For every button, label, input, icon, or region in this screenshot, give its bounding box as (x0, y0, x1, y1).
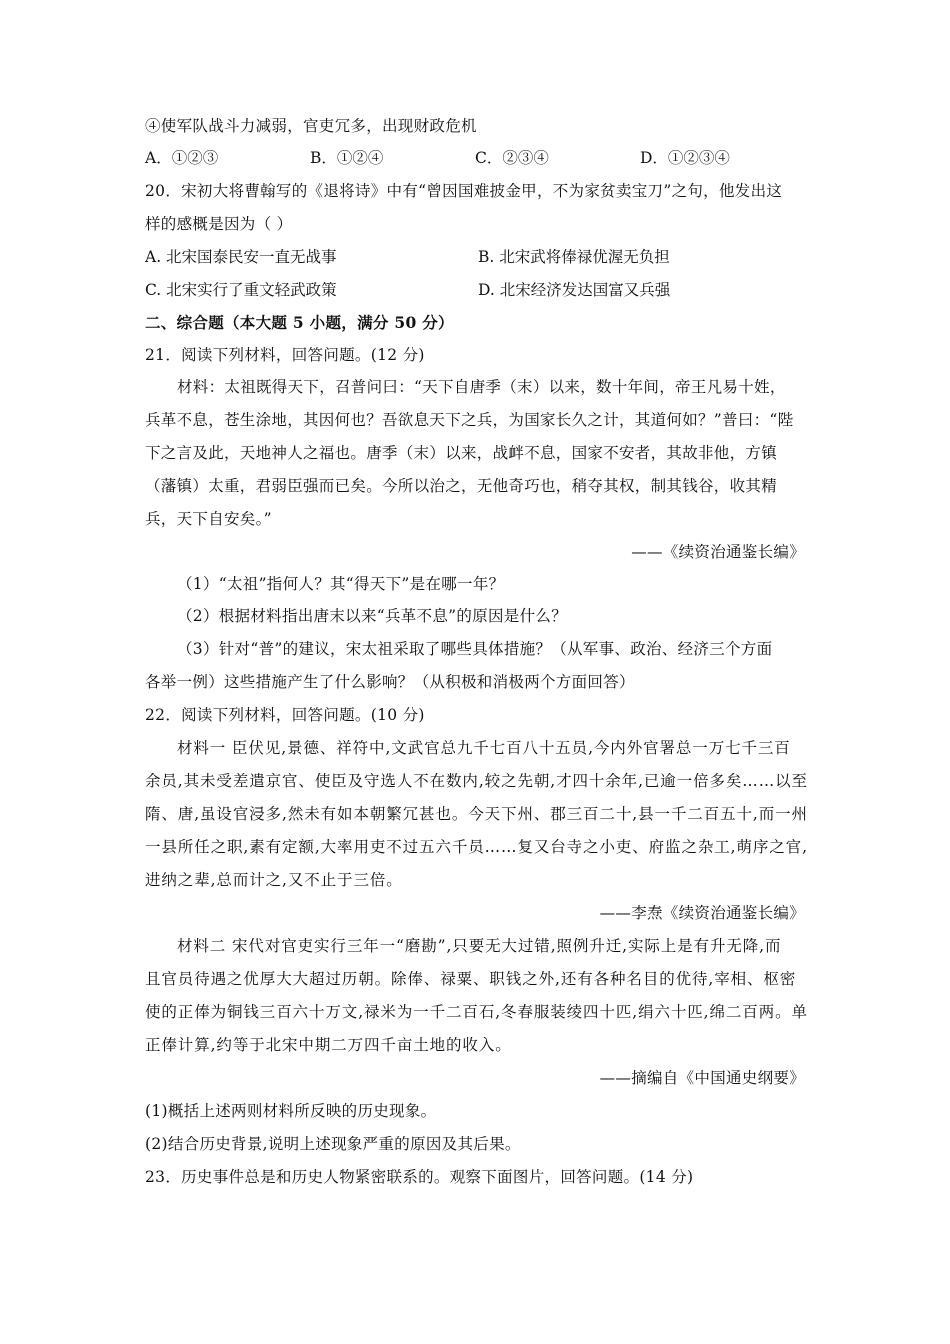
q22-material-2-line: 且官员待遇之优厚大大超过历朝。除俸、禄粟、职钱之外,还有各种名目的优待,宰相、枢密 (145, 970, 797, 988)
q22-material-1-line: 材料一 臣伏见,景德、祥符中,文武官总九千七百八十五员,今内外官署总一万七千三百 (177, 739, 791, 757)
q22-material-1-line: 一县所任之职,素有定额,大率用吏不过五六千员……复又台寺之小吏、府监之杂工,萌序之官, (145, 838, 808, 856)
q22-material-1-line: 进纳之辈,总而计之,又不止于三倍。 (145, 871, 403, 889)
q21-material-line: 材料：太祖既得天下，召普问曰：“天下自唐季（末）以来，数十年间，帝王凡易十姓， (177, 378, 786, 396)
q22-material-1-line: 余员,其未受差遣京官、使臣及守选人不在数内,较之先朝,才四十余年,已逾一倍多矣……以至 (145, 772, 808, 790)
q20-stem-line-2: 样的感概是因为（ ） (145, 215, 293, 233)
q21-source: ——《续资治通鉴长编》 (631, 543, 805, 561)
q20-option-d: D. 北宋经济发达国富又兵强 (478, 281, 671, 299)
q22-material-2-line: 使的正俸为铜钱三百六十万文,禄米为一千二百石,冬春服装绫四十匹,绢六十匹,绵二百两。单 (145, 1003, 808, 1021)
q19-options (145, 147, 805, 169)
section-2-title: 二、综合题（本大题 5 小题，满分 50 分） (145, 313, 454, 332)
q22-sub-question-2: (2)结合历史背景,说明上述现象严重的原因及其后果。 (145, 1135, 521, 1153)
q19-item-4: ④使军队战斗力减弱，官吏冗多，出现财政危机 (145, 117, 477, 135)
q21-sub-question-3-line-2: 各举一例）这些措施产生了什么影响？（从积极和消极两个方面回答） (145, 673, 635, 691)
q20-stem-line-1: 20．宋初大将曹翰写的《退将诗》中有“曾因国难披金甲，不为家贫卖宝刀”之句，他发出这 (145, 182, 783, 200)
q21-stem: 21．阅读下列材料，回答问题。(12 分) (145, 346, 425, 364)
q21-material-line: 兵，天下自安矣。” (145, 510, 272, 528)
q21-material-line: 下之言及此，天地神人之福也。唐季（末）以来，战衅不息，国家不安者，其故非他，方镇 (145, 444, 778, 462)
q19-option-d: D．①②③④ (640, 149, 730, 167)
q22-material-2-line: 正俸计算,约等于北宋中期二万四千亩土地的收入。 (145, 1036, 512, 1054)
q22-source-1: ——李焘《续资治通鉴长编》 (599, 904, 805, 922)
q22-sub-question-1: (1)概括上述两则材料所反映的历史现象。 (145, 1102, 437, 1120)
q20-option-a: A. 北宋国泰民安一直无战事 (145, 248, 337, 266)
q21-material-line: （藩镇）太重，君弱臣强而已矣。今所以治之，无他奇巧也，稍夺其权，制其钱谷，收其精 (145, 477, 778, 495)
q23-stem: 23．历史事件总是和历史人物紧密联系的。观察下面图片，回答问题。(14 分) (145, 1168, 694, 1186)
q21-sub-question-2: （2）根据材料指出唐末以来“兵革不息”的原因是什么？ (177, 607, 568, 625)
q19-option-c: C．②③④ (475, 149, 549, 167)
q20-options-row-2 (145, 279, 805, 301)
q21-sub-question-1: （1）“太祖”指何人？其“得天下”是在哪一年？ (177, 575, 505, 593)
q20-option-c: C. 北宋实行了重文轻武政策 (145, 281, 337, 299)
q22-material-2-line: 材料二 宋代对官吏实行三年一“磨勘”,只要无大过错,照例升迁,实际上是有升无降,而 (177, 937, 782, 955)
q22-material-1-line: 隋、唐,虽设官浸多,然未有如本朝繁冗甚也。今天下州、郡三百二十,县一千二百五十,而一州 (145, 805, 808, 823)
q20-option-b: B. 北宋武将俸禄优渥无负担 (478, 248, 670, 266)
q22-source-2: ——摘编自《中国通史纲要》 (599, 1069, 805, 1087)
q21-sub-question-3-line-1: （3）针对“普”的建议，宋太祖采取了哪些具体措施？（从军事、政治、经济三个方面 (177, 640, 773, 658)
q20-options-row-1 (145, 246, 805, 268)
q19-option-b: B．①②④ (310, 149, 384, 167)
q19-option-a: A．①②③ (145, 149, 219, 167)
q22-stem: 22．阅读下列材料，回答问题。(10 分) (145, 706, 425, 724)
q21-material-line: 兵革不息，苍生涂地，其因何也？吾欲息天下之兵，为国家长久之计，其道何如？”普曰：“陛 (145, 411, 794, 429)
